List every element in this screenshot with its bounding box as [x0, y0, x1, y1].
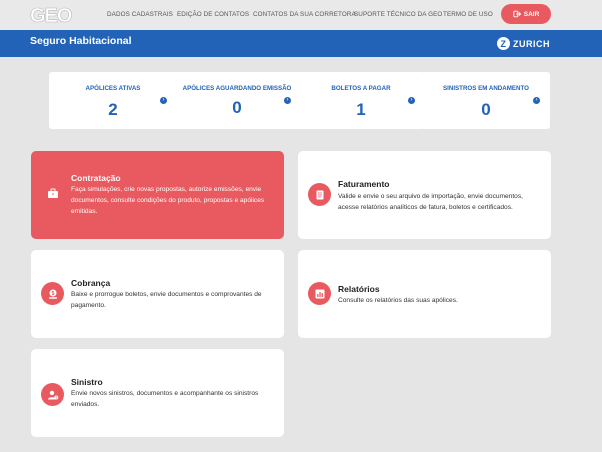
card-description: Faça simulações, crie novas propostas, autorize emissões, envie documentos, consulte condições do produto, propostas e apólices emitidas. — [71, 186, 265, 215]
chevron-right-icon: › — [408, 97, 415, 104]
top-navigation — [0, 0, 602, 30]
card-title: Sinistro — [71, 377, 103, 387]
zurich-brand-text: ZURICH — [513, 38, 550, 49]
chevron-right-icon: › — [284, 97, 291, 104]
card-cobranca[interactable] — [31, 250, 284, 338]
card-description: Envie novos sinistros, documentos e acompanhante os sinistros enviados. — [71, 390, 259, 408]
nav-contatos-corretora[interactable]: CONTATOS DA SUA CORRETORA — [253, 11, 356, 18]
card-description: Valide e envie o seu arquivo de importação, envie documentos, acesse relatórios analíticos de fatura, boletos e certificados. — [338, 193, 523, 211]
card-contratacao[interactable] — [31, 151, 284, 239]
stat-value: 2 — [108, 100, 118, 119]
zurich-logo — [497, 37, 550, 50]
nav-dados-cadastrais[interactable]: DADOS CADASTRAIS — [107, 11, 173, 18]
stat-sinistros-andamento[interactable] — [422, 72, 550, 129]
card-title: Contratação — [71, 173, 121, 183]
nav-termo-uso[interactable]: TERMO DE USO — [443, 11, 493, 18]
svg-text:GEO: GEO — [30, 5, 72, 26]
svg-text:$: $ — [51, 290, 54, 297]
stat-label: BOLETOS A PAGAR — [331, 85, 391, 92]
logout-label: SAIR — [523, 10, 540, 18]
logout-icon — [513, 10, 521, 18]
chart-icon — [308, 282, 331, 305]
card-description: Baixe e prorrogue boletos, envie documentos e comprovantes de pagamento. — [71, 291, 262, 309]
stat-value: 1 — [356, 100, 366, 119]
chevron-right-icon: › — [533, 97, 540, 104]
stat-boletos-pagar[interactable] — [297, 72, 425, 129]
stat-value: 0 — [481, 100, 491, 119]
zurich-mark-icon: Z — [497, 37, 510, 50]
card-title: Cobrança — [71, 278, 111, 288]
logout-button[interactable] — [501, 4, 551, 24]
chevron-right-icon: › — [160, 97, 167, 104]
nav-suporte-tecnico[interactable]: SUPORTE TÉCNICO DA GEO — [354, 11, 443, 18]
page-title: Seguro Habitacional — [30, 35, 132, 47]
document-icon — [308, 183, 331, 206]
stat-label: APÓLICES AGUARDANDO EMISSÃO — [182, 85, 292, 92]
nav-edicao-contatos[interactable]: EDIÇÃO DE CONTATOS — [177, 11, 250, 18]
user-alert-icon — [41, 383, 64, 406]
card-title: Faturamento — [338, 179, 390, 189]
briefcase-icon — [41, 181, 64, 204]
card-description: Consulte os relatórios das suas apólices. — [338, 297, 458, 304]
stat-apolices-ativas[interactable] — [49, 72, 177, 129]
stat-label: SINISTROS EM ANDAMENTO — [443, 85, 529, 92]
card-sinistro[interactable] — [31, 349, 284, 437]
page-banner — [0, 30, 602, 57]
stat-label: APÓLICES ATIVAS — [85, 85, 141, 92]
card-relatorios[interactable] — [298, 250, 551, 338]
card-title: Relatórios — [338, 284, 380, 294]
stat-value: 0 — [232, 98, 242, 117]
card-faturamento[interactable] — [298, 151, 551, 239]
geo-logo[interactable] — [30, 4, 76, 26]
stat-apolices-aguardando[interactable] — [173, 72, 301, 129]
money-icon — [41, 282, 64, 305]
